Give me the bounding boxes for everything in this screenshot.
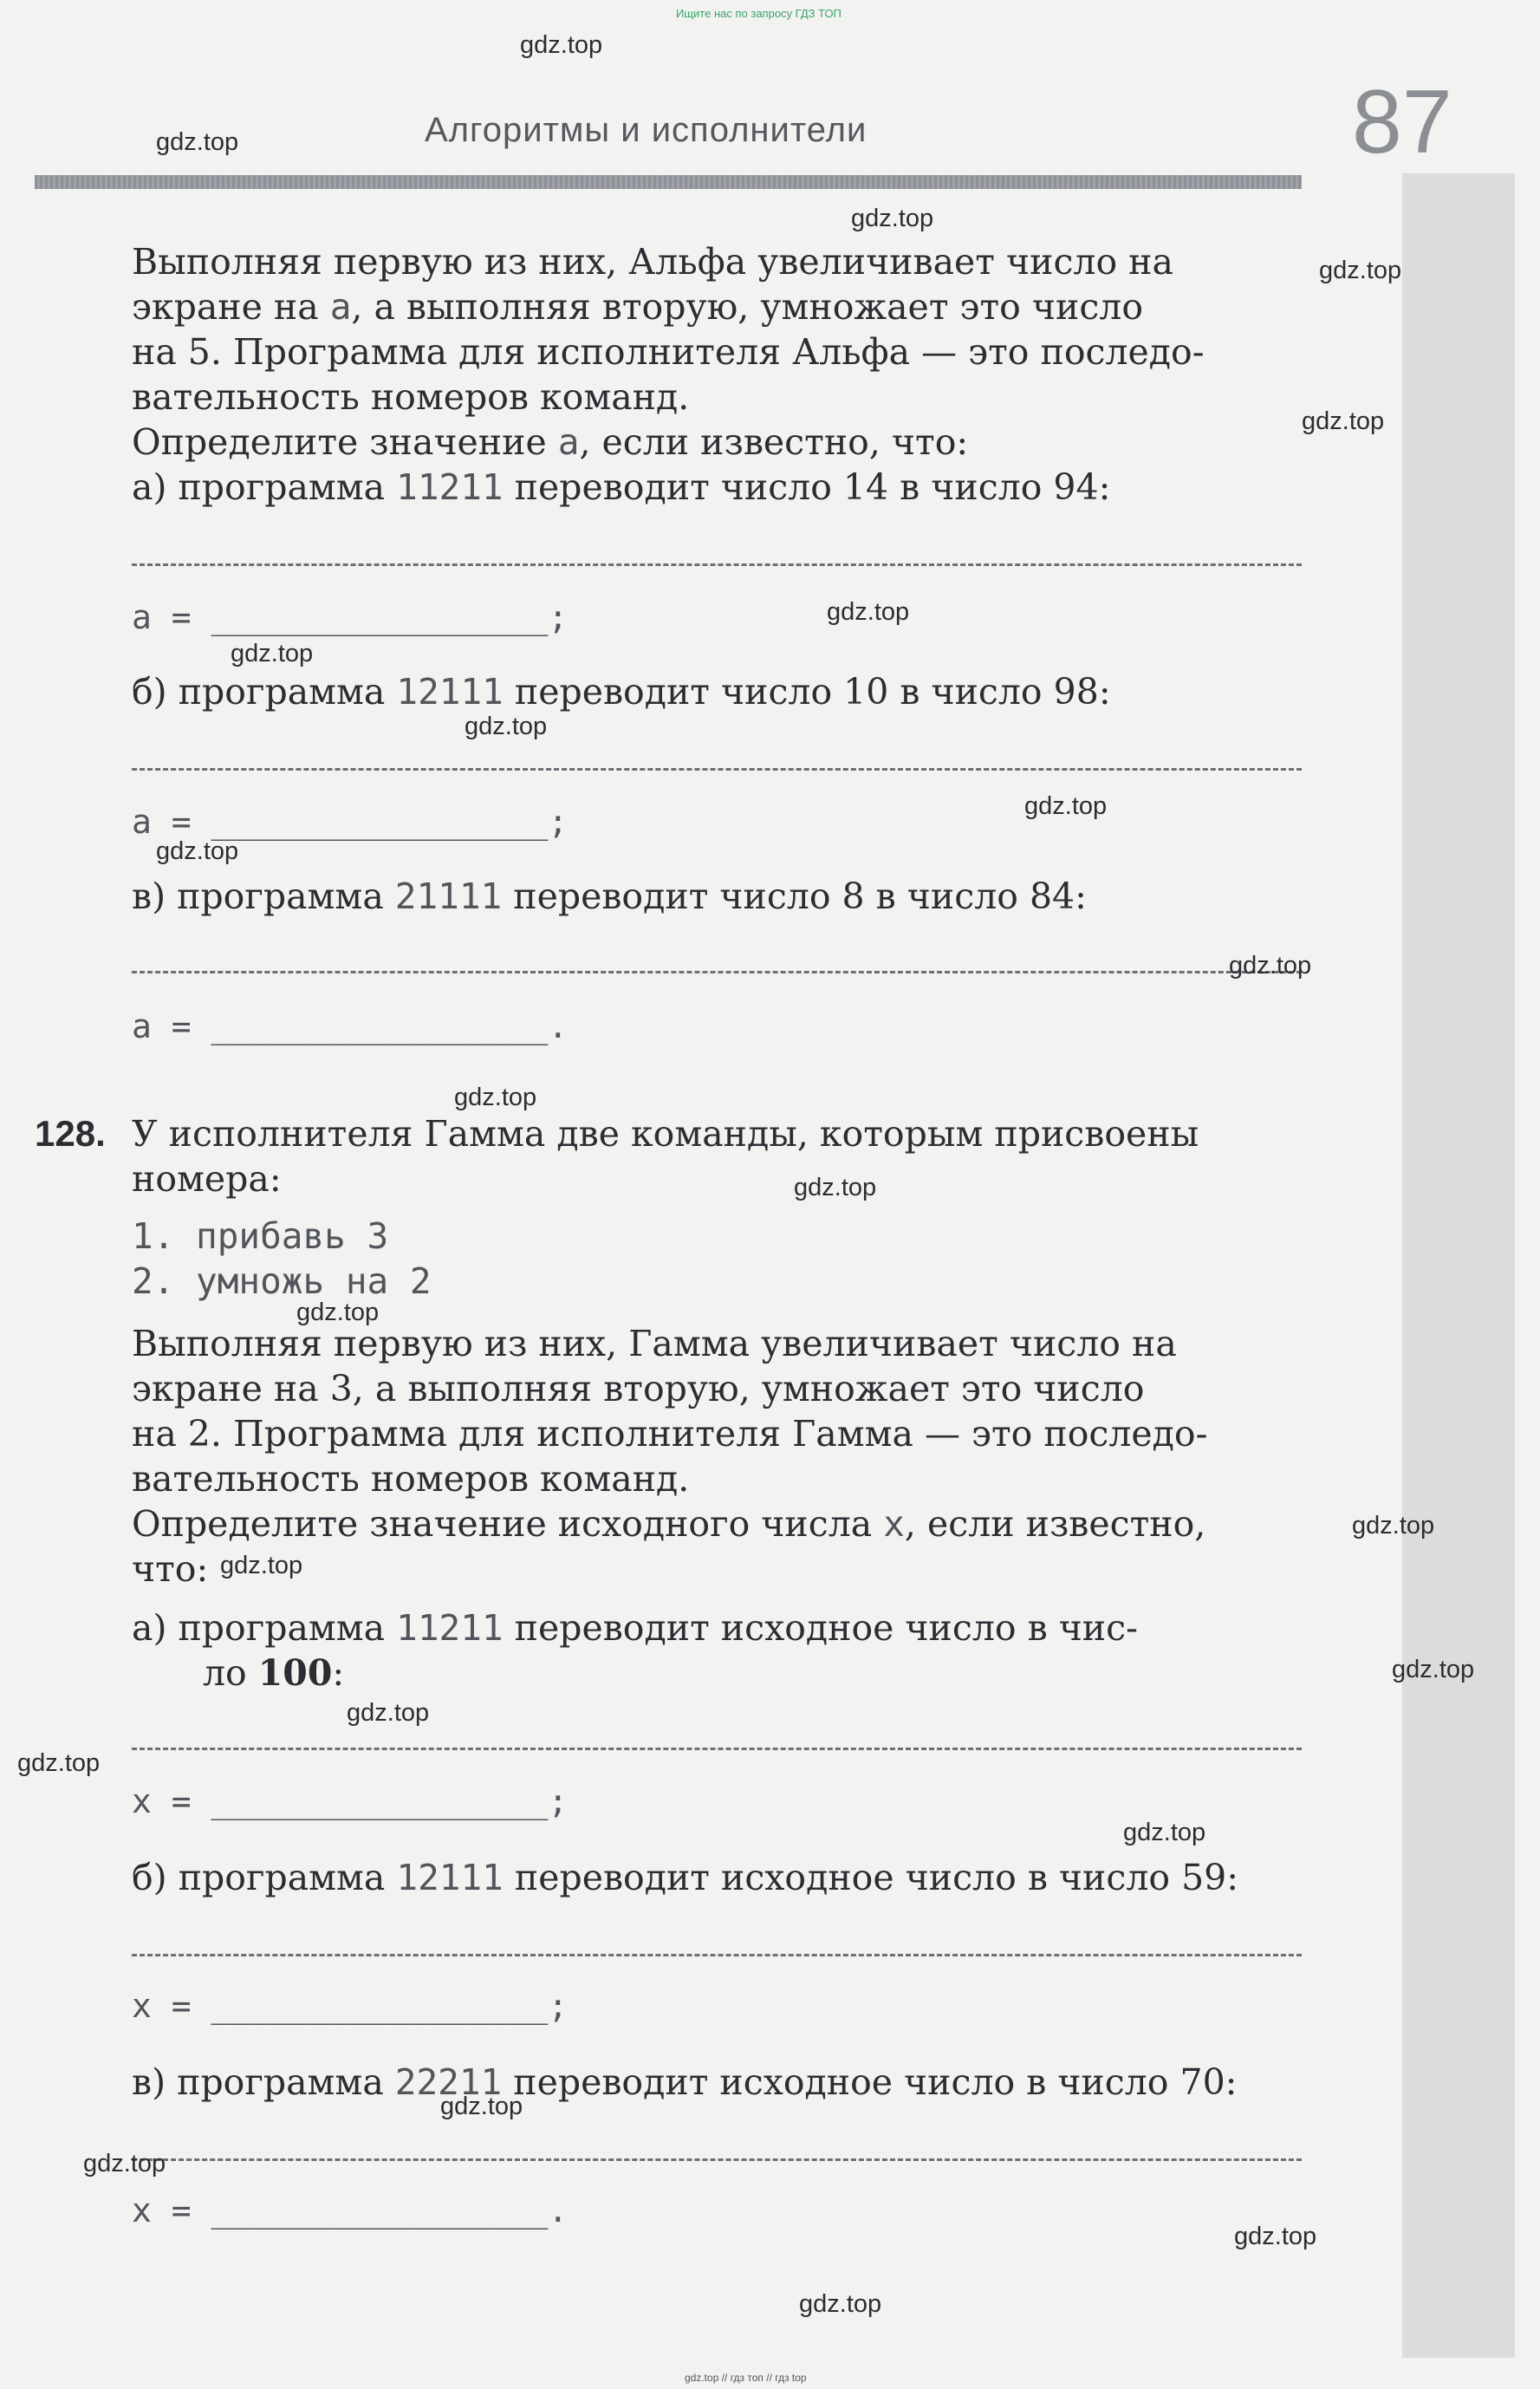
watermark: gdz.top: [347, 1699, 430, 1727]
watermark: gdz.top: [520, 31, 603, 59]
answer-field-127b[interactable]: a = _________________;: [132, 803, 569, 841]
watermark: gdz.top: [440, 2093, 523, 2120]
watermark: gdz.top: [827, 598, 910, 626]
watermark: gdz.top: [1024, 792, 1108, 820]
watermark: gdz.top: [454, 1084, 537, 1111]
task-number: 128.: [35, 1113, 106, 1154]
watermark: gdz.top: [220, 1552, 303, 1579]
watermark: gdz.top: [1352, 1512, 1435, 1540]
page-number: 87: [1352, 72, 1452, 173]
header-rule: [35, 175, 1302, 189]
task127-item-a: а) программа 11211 переводит число 14 в число 94:: [132, 466, 1111, 508]
task128-question: Определите значение исходного числа x, если известно,: [132, 1503, 1206, 1545]
answer-dash-line: [132, 2158, 1302, 2161]
command-2: 2. умножь на 2: [132, 1260, 432, 1302]
watermark: gdz.top: [1123, 1819, 1206, 1846]
task128-text-line-4: вательность номеров команд.: [132, 1458, 690, 1500]
task128-intro-line-2: номера:: [132, 1158, 282, 1200]
task127-text-line-1: Выполняя первую из них, Альфа увеличивает число на: [132, 241, 1173, 283]
watermark: gdz.top: [799, 2290, 882, 2318]
command-1: 1. прибавь 3: [132, 1215, 389, 1257]
watermark: gdz.top: [1392, 1656, 1475, 1683]
answer-dash-line: [132, 971, 1302, 973]
answer-field-128b[interactable]: x = _________________;: [132, 1987, 569, 2025]
answer-dash-line: [132, 1954, 1302, 1956]
answer-dash-line: [132, 563, 1302, 566]
watermark: gdz.top: [1319, 257, 1402, 284]
task128-item-b: б) программа 12111 переводит исходное число в число 59:: [132, 1857, 1239, 1898]
watermark: gdz.top: [296, 1299, 380, 1326]
watermark: gdz.top: [465, 713, 548, 740]
task127-question: Определите значение a, если известно, что:: [132, 421, 969, 463]
watermark: gdz.top: [156, 128, 239, 156]
task127-item-b: б) программа 12111 переводит число 10 в число 98:: [132, 671, 1111, 713]
watermark: gdz.top: [156, 837, 239, 865]
watermark: gdz.top: [1229, 952, 1312, 980]
task128-text-line-1: Выполняя первую из них, Гамма увеличивает число на: [132, 1323, 1177, 1364]
task127-text-line-3: на 5. Программа для исполнителя Альфа — это последо-: [132, 331, 1205, 373]
side-strip: [1402, 173, 1515, 2358]
task128-intro-line-1: У исполнителя Гамма две команды, которым присвоены: [132, 1113, 1199, 1155]
answer-field-128c[interactable]: x = _________________.: [132, 2191, 569, 2230]
watermark: gdz.top: [794, 1174, 877, 1201]
watermark: gdz.top: [231, 640, 314, 667]
answer-dash-line: [132, 768, 1302, 771]
watermark: gdz.top: [851, 205, 934, 232]
watermark: gdz.top: [83, 2150, 166, 2177]
bottom-note: gdz.top // гдз топ // гдз top: [685, 2372, 807, 2384]
task128-item-a-cont: ло 100:: [203, 1652, 345, 1694]
task128-item-a: а) программа 11211 переводит исходное число в чис-: [132, 1607, 1138, 1649]
task128-question-cont: что:: [132, 1548, 209, 1590]
watermark: gdz.top: [1302, 407, 1385, 435]
task128-text-line-2: экране на 3, а выполняя вторую, умножает это число: [132, 1368, 1145, 1409]
task128-text-line-3: на 2. Программа для исполнителя Гамма — это последо-: [132, 1413, 1208, 1455]
page-header-title: Алгоритмы и исполнители: [425, 111, 867, 149]
task128-item-c: в) программа 22211 переводит исходное число в число 70:: [132, 2061, 1238, 2103]
task127-text-line-2: экране на a, а выполняя вторую, умножает это число: [132, 286, 1144, 328]
answer-field-127c[interactable]: a = _________________.: [132, 1007, 569, 1045]
answer-field-127a[interactable]: a = _________________;: [132, 598, 569, 636]
watermark: gdz.top: [17, 1749, 101, 1777]
answer-dash-line: [132, 1748, 1302, 1750]
watermark: gdz.top: [1234, 2223, 1317, 2250]
top-note: Ищите нас по запросу ГДЗ ТОП: [676, 7, 841, 20]
task127-text-line-4: вательность номеров команд.: [132, 376, 690, 418]
answer-field-128a[interactable]: x = _________________;: [132, 1782, 569, 1820]
task127-item-c: в) программа 21111 переводит число 8 в число 84:: [132, 876, 1087, 917]
